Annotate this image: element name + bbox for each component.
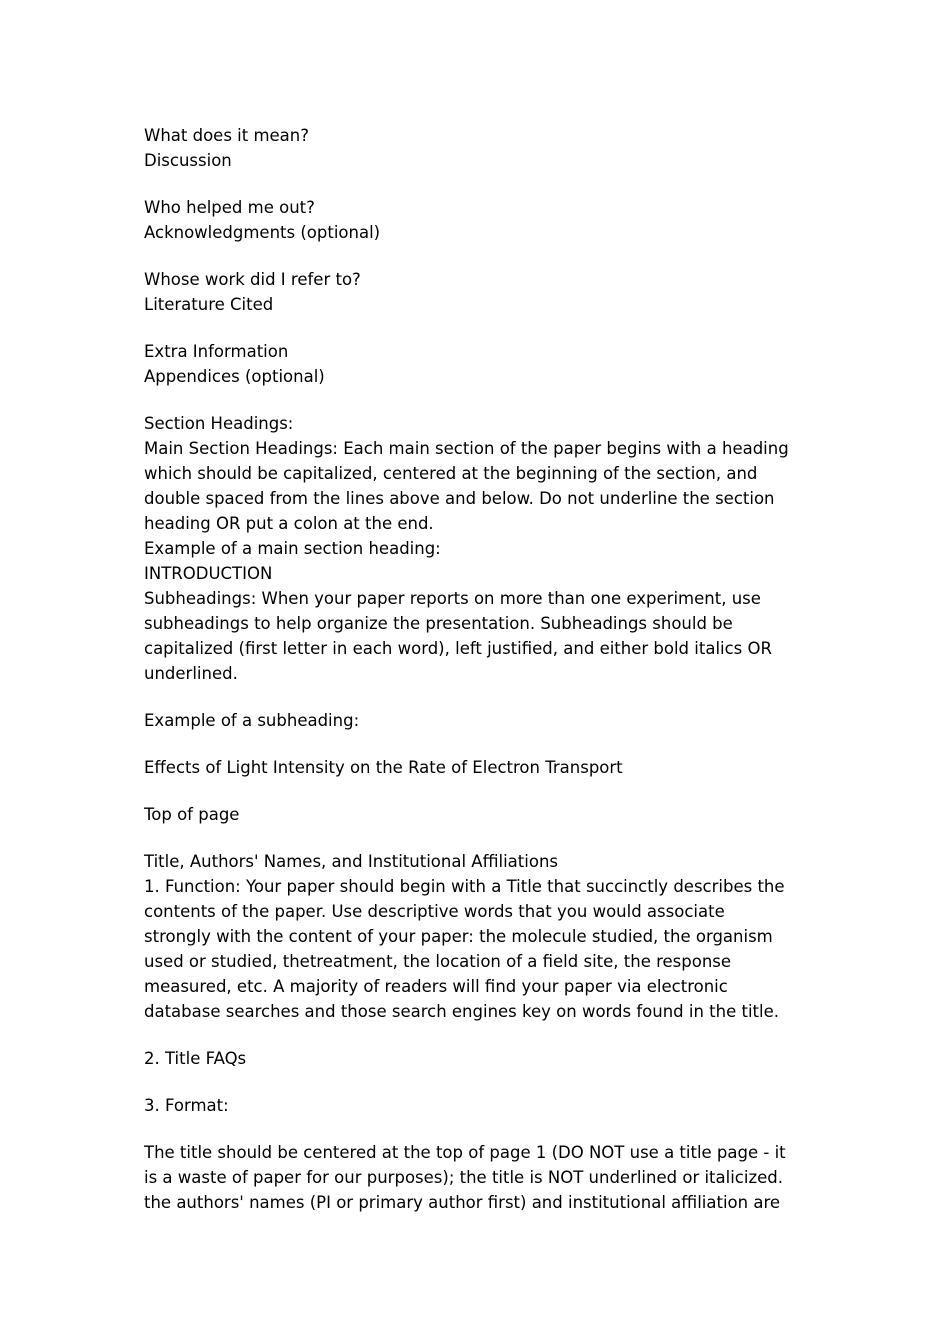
outline-section-name: Appendices (optional) (144, 367, 325, 386)
title-format-line: the authors' names (PI or primary author first) and institutional affiliation are (144, 1193, 781, 1212)
subheadings-text-line: Subheadings: When your paper reports on more than one experiment, use (144, 589, 761, 608)
outline-section-name: Discussion (144, 151, 232, 170)
subheadings-text-line: subheadings to help organize the presentation. Subheadings should be (144, 614, 733, 633)
title-faqs: 2. Title FAQs (144, 1049, 247, 1068)
title-function-line: strongly with the content of your paper: the molecule studied, the organism (144, 927, 773, 946)
main-headings-text-line: Main Section Headings: Each main section of the paper begins with a heading (144, 439, 789, 458)
title-format-label: 3. Format: (144, 1096, 229, 1115)
subheading-example-label: Example of a subheading: (144, 711, 360, 730)
main-headings-text-line: double spaced from the lines above and below. Do not underline the section (144, 489, 775, 508)
title-function-line: 1. Function: Your paper should begin with a Title that succinctly describes the (144, 877, 785, 896)
top-of-page-link[interactable]: Top of page (144, 805, 240, 824)
title-format-block (144, 1093, 824, 1118)
subheadings-text-line: underlined. (144, 664, 238, 683)
outline-question: Who helped me out? (144, 198, 315, 217)
title-function-line: used or studied, thetreatment, the location of a field site, the response (144, 952, 732, 971)
subheading-example-label-block (144, 708, 824, 733)
title-function-line: contents of the paper. Use descriptive words that you would associate (144, 902, 725, 921)
outline-section-name: Literature Cited (144, 295, 274, 314)
title-format-line: is a waste of paper for our purposes); the title is NOT underlined or italicized. (144, 1168, 783, 1187)
document-page (144, 123, 824, 1237)
section-headings-title: Section Headings: (144, 414, 294, 433)
top-of-page-block (144, 802, 824, 827)
subheading-example: Effects of Light Intensity on the Rate of Electron Transport (144, 758, 623, 777)
outline-question: What does it mean? (144, 126, 310, 145)
section-headings-block (144, 411, 824, 686)
title-faqs-block (144, 1046, 824, 1071)
title-format-line: The title should be centered at the top of page 1 (DO NOT use a title page - it (144, 1143, 786, 1162)
subheadings-text-line: capitalized (first letter in each word), left justified, and either bold italics OR (144, 639, 772, 658)
outline-question: Whose work did I refer to? (144, 270, 361, 289)
main-headings-text-line: heading OR put a colon at the end. (144, 514, 434, 533)
outline-acknowledgments (144, 195, 824, 245)
title-section-heading: Title, Authors' Names, and Institutional Affiliations (144, 852, 558, 871)
title-format-text-block (144, 1140, 824, 1215)
outline-literature-cited (144, 267, 824, 317)
outline-appendices (144, 339, 824, 389)
main-heading-example-label: Example of a main section heading: (144, 539, 441, 558)
subheading-example-block (144, 755, 824, 780)
outline-discussion (144, 123, 824, 173)
outline-question: Extra Information (144, 342, 289, 361)
title-function-line: database searches and those search engines key on words found in the title. (144, 1002, 779, 1021)
title-function-line: measured, etc. A majority of readers will find your paper via electronic (144, 977, 728, 996)
main-headings-text-line: which should be capitalized, centered at the beginning of the section, and (144, 464, 758, 483)
main-heading-example: INTRODUCTION (144, 564, 273, 583)
outline-section-name: Acknowledgments (optional) (144, 223, 381, 242)
title-section-block (144, 849, 824, 1024)
